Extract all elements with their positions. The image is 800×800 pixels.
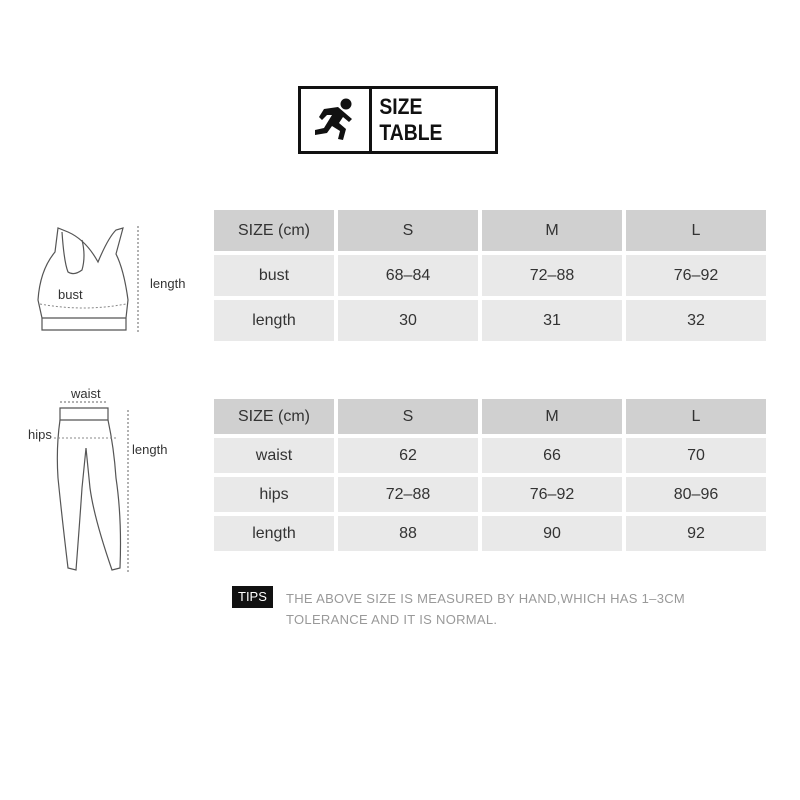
table-row (214, 255, 766, 296)
table-cell: 32 (626, 300, 766, 341)
table-header-cell: S (338, 210, 478, 251)
table-header-cell: SIZE (cm) (214, 399, 334, 434)
table-cell: 72–88 (338, 477, 478, 512)
sports-bra-illustration (28, 222, 148, 344)
leggings-illustration (50, 398, 140, 578)
tips-text (286, 588, 766, 630)
table-header-cell: M (482, 399, 622, 434)
table-cell: 62 (338, 438, 478, 473)
tips-line-2: TOLERANCE AND IT IS NORMAL. (286, 612, 498, 627)
table-row (214, 438, 766, 473)
running-person-icon (310, 97, 360, 143)
table-cell: 76–92 (626, 255, 766, 296)
waist-label: waist (71, 386, 101, 401)
tips-line-1: THE ABOVE SIZE IS MEASURED BY HAND,WHICH HAS 1–3CM (286, 591, 686, 606)
table-header-cell: S (338, 399, 478, 434)
table-cell: 88 (338, 516, 478, 551)
table-header-row (214, 399, 766, 434)
table-header-cell: SIZE (cm) (214, 210, 334, 251)
table-cell: 66 (482, 438, 622, 473)
table-row (214, 300, 766, 341)
table-row (214, 477, 766, 512)
bottom-size-table (210, 395, 770, 555)
table-cell: 70 (626, 438, 766, 473)
table-cell: waist (214, 438, 334, 473)
top-size-table (210, 206, 770, 345)
size-table-header (298, 86, 498, 154)
table-cell: 90 (482, 516, 622, 551)
table-header-row (214, 210, 766, 251)
table-cell: length (214, 300, 334, 341)
table-header-cell: L (626, 399, 766, 434)
table-cell: 80–96 (626, 477, 766, 512)
table-header-cell: M (482, 210, 622, 251)
tips-badge: TIPS (232, 586, 273, 608)
bra-length-label: length (150, 276, 186, 291)
table-cell: hips (214, 477, 334, 512)
icon-box (301, 89, 372, 151)
table-cell: length (214, 516, 334, 551)
table-cell: 68–84 (338, 255, 478, 296)
table-cell: 92 (626, 516, 766, 551)
table-cell: 76–92 (482, 477, 622, 512)
table-cell: bust (214, 255, 334, 296)
hips-label: hips (28, 427, 52, 442)
table-row (214, 516, 766, 551)
bust-label: bust (58, 287, 83, 302)
table-cell: 31 (482, 300, 622, 341)
table-cell: 30 (338, 300, 478, 341)
leggings-length-label: length (132, 442, 168, 457)
page-title: SIZE TABLE (379, 94, 443, 145)
table-cell: 72–88 (482, 255, 622, 296)
table-header-cell: L (626, 210, 766, 251)
